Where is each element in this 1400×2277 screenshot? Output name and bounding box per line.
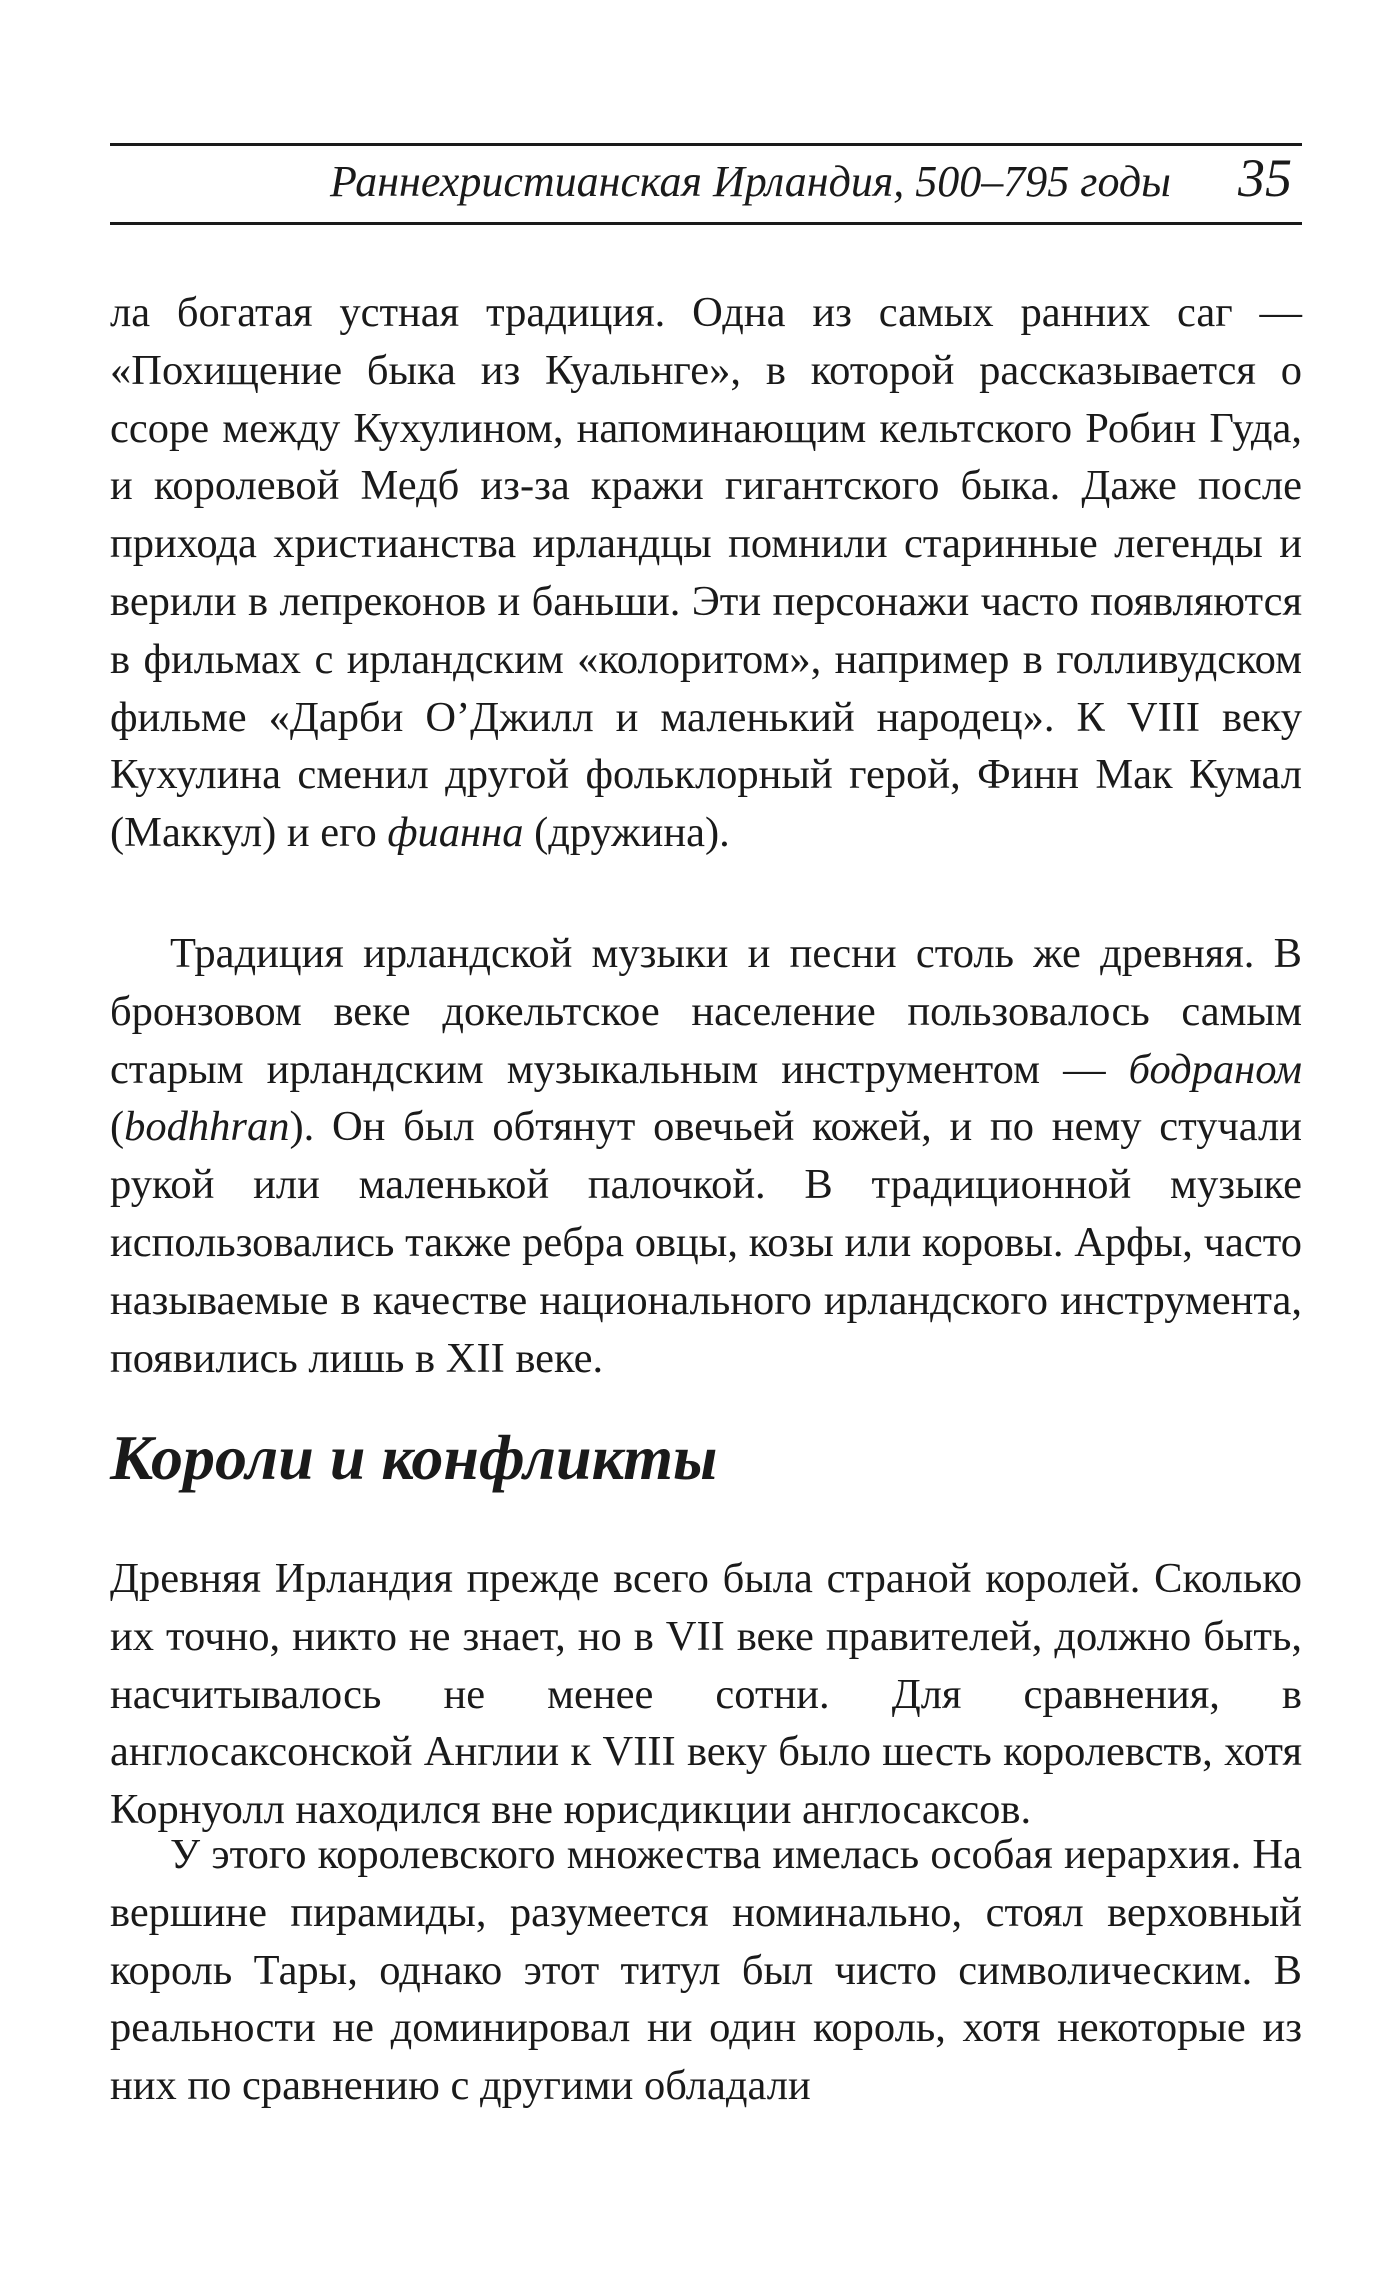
header-rule-bottom xyxy=(110,222,1302,225)
paragraph-3-text: Древняя Ирландия прежде всего была страной королей. Сколько их точно, никто не знает, но в VII веке правителей, должно быть, насчитывалось не менее сотни. Для сравнения, в англосаксонской Англии к VIII веку было шесть королевств, хотя Корнуолл находился вне юрисдикции англосаксов. xyxy=(110,1555,1302,1834)
paragraph-2-emphasis-ru: бодраном xyxy=(1128,1045,1302,1093)
paragraph-2-emphasis-en: bodhhran xyxy=(124,1103,290,1151)
paragraph-1-end: (дружина). xyxy=(523,809,730,857)
section-heading: Короли и конфликты xyxy=(110,1422,718,1493)
paragraph-2 xyxy=(110,925,1302,1387)
paragraph-3 xyxy=(110,1550,1302,1839)
header-rule-top xyxy=(110,143,1302,146)
running-title: Раннехристианская Ирландия, 500–795 годы xyxy=(330,157,1171,206)
paragraph-4-text: У этого королевского множества имелась особая иерархия. На вершине пирамиды, разумеется номинально, стоял верховный король Тары, однако этот титул был чисто символическим. В реальности не доминировал ни один король, хотя некоторые из них по сравнению с другими обладали xyxy=(110,1831,1302,2110)
paragraph-4 xyxy=(110,1826,1302,2115)
paragraph-2-rest: ). Он был обтянут овечьей кожей, и по нему стучали рукой или маленькой палочкой. В традиционной музыке использовались также ребра овцы, козы или коровы. Арфы, часто называемые в качестве национального ирландского инструмента, появились лишь в XII веке. xyxy=(110,1103,1302,1382)
paragraph-1-text: ла богатая устная традиция. Одна из самых ранних саг — «Похищение быка из Куальнге», в которой рассказывается о ссоре между Кухулином, напоминающим кельтского Робин Гуда, и королевой Медб из-за кражи гигантского быка. Даже после прихода христианства ирландцы помнили старинные легенды и верили в лепреконов и баньши. Эти персонажи часто появляются в фильмах с ирландским «колоритом», например в голливудском фильме «Дарби О’Джилл и маленький народец». К VIII веку Кухулина сменил другой фольклорный герой, Финн Мак Кумал (Маккул) и его xyxy=(110,289,1302,857)
paragraph-2-paren-open: ( xyxy=(110,1103,125,1151)
page-number: 35 xyxy=(1238,148,1292,208)
paragraph-1-emphasis: фианна xyxy=(387,809,524,857)
paragraph-1 xyxy=(110,284,1302,862)
paragraph-2-text: Традиция ирландской музыки и песни столь же древняя. В бронзовом веке докельтское население пользовалось самым старым ирландским музыкальным инструментом — xyxy=(110,930,1302,1093)
